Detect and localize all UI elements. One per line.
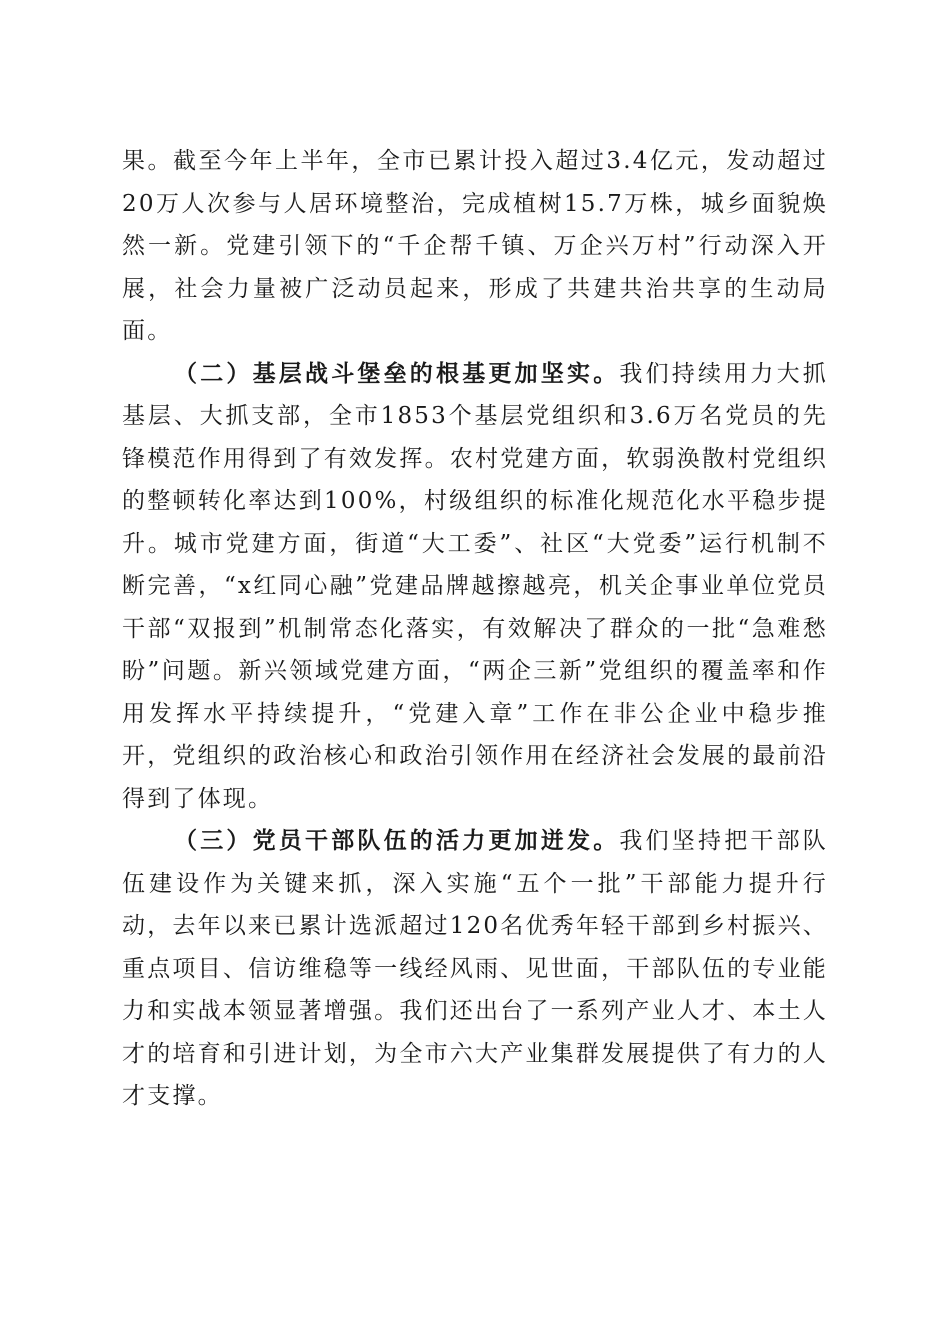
paragraph-section-two (122, 353, 828, 821)
section-three-text: 我们坚持把干部队伍建设作为关键来抓，深入实施“五个一批”干部能力提升行动，去年以来已累计选派超过120名优秀年轻干部到乡村振兴、重点项目、信访维稳等一线经风雨、见世面，干部队伍的专业能力和实战本领显著增强。我们还出台了一系列产业人才、本土人才的培育和引进计划，为全市六大产业集群发展提供了有力的人才支撑。 (122, 828, 828, 1109)
paragraph-1-text: 果。截至今年上半年，全市已累计投入超过3.4亿元，发动超过20万人次参与人居环境整治，完成植树15.7万株，城乡面貌焕然一新。党建引领下的“千企帮千镇、万企兴万村”行动深入开展，社会力量被广泛动员起来，形成了共建共治共享的生动局面。 (122, 148, 828, 344)
section-two-text: 我们持续用力大抓基层、大抓支部，全市1853个基层党组织和3.6万名党员的先锋模范作用得到了有效发挥。农村党建方面，软弱涣散村党组织的整顿转化率达到100%，村级组织的标准化规范化水平稳步提升。城市党建方面，街道“大工委”、社区“大党委”运行机制不断完善，“x红同心融”党建品牌越擦越亮，机关企事业单位党员干部“双报到”机制常态化落实，有效解决了群众的一批“急难愁盼”问题。新兴领域党建方面，“两企三新”党组织的覆盖率和作用发挥水平持续提升，“党建入章”工作在非公企业中稳步推开，党组织的政治核心和政治引领作用在经济社会发展的最前沿得到了体现。 (122, 360, 828, 812)
section-two-heading: （二）基层战斗堡垒的根基更加坚实。 (174, 359, 620, 387)
section-three-heading: （三）党员干部队伍的活力更加迸发。 (174, 827, 620, 854)
paragraph-section-three (122, 820, 828, 1118)
document-body (122, 140, 828, 1118)
paragraph-continued (122, 140, 828, 353)
